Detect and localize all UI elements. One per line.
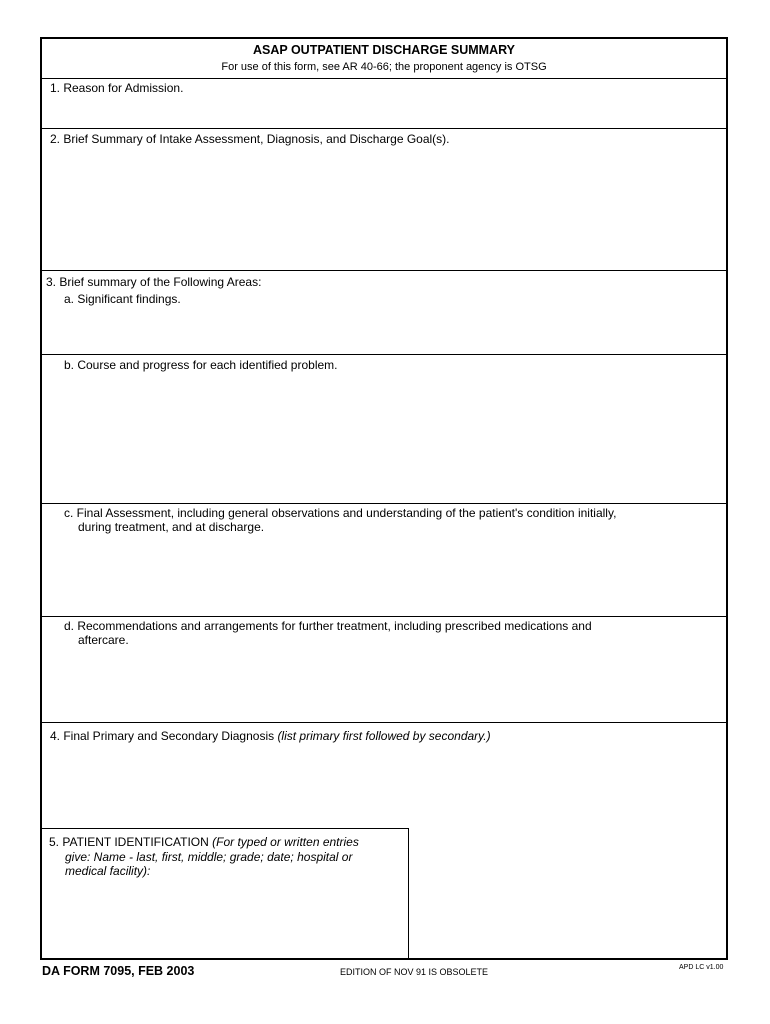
divider-header: [42, 78, 726, 79]
divider-section-3c: [42, 616, 726, 617]
section-4-italic-text: (list primary first followed by secondary.): [277, 729, 491, 743]
edition-note: EDITION OF NOV 91 IS OBSOLETE: [340, 967, 489, 977]
section-3c-label-line1[interactable]: c. Final Assessment, including general observations and understanding of the patient's condition initially,: [64, 506, 617, 520]
section-3d-label-line1[interactable]: d. Recommendations and arrangements for further treatment, including prescribed medications and: [64, 619, 592, 633]
divider-section-3b: [42, 503, 726, 504]
section-5-italic-line2: give: Name - last, first, middle; grade; date; hospital or: [65, 850, 353, 864]
discharge-summary-form: [40, 37, 728, 960]
section-5-label: [49, 835, 359, 849]
form-subtitle: For use of this form, see AR 40-66; the proponent agency is OTSG: [221, 61, 547, 73]
section-3a-label[interactable]: a. Significant findings.: [64, 292, 181, 306]
form-title: ASAP OUTPATIENT DISCHARGE SUMMARY: [252, 43, 516, 57]
divider-section-1: [42, 128, 726, 129]
divider-section-2: [42, 270, 726, 271]
section-4-label[interactable]: [50, 729, 491, 743]
section-4-main-text: 4. Final Primary and Secondary Diagnosis: [50, 729, 278, 743]
section-5-italic-line1: (For typed or written entries: [212, 835, 359, 849]
section-5-main-text: 5. PATIENT IDENTIFICATION: [49, 835, 213, 849]
section-3-label: 3. Brief summary of the Following Areas:: [46, 275, 262, 289]
divider-section-3a: [42, 354, 726, 355]
patient-identification-box[interactable]: [42, 828, 409, 960]
section-3b-label[interactable]: b. Course and progress for each identified problem.: [64, 358, 338, 372]
form-identifier: DA FORM 7095, FEB 2003: [42, 964, 195, 978]
section-3d-label-line2: aftercare.: [78, 633, 129, 647]
section-5-italic-line3: medical facility):: [65, 864, 151, 878]
section-3c-label-line2: during treatment, and at discharge.: [78, 520, 265, 534]
section-1-label: 1. Reason for Admission.: [50, 81, 184, 95]
section-2-label[interactable]: 2. Brief Summary of Intake Assessment, Diagnosis, and Discharge Goal(s).: [50, 132, 450, 146]
divider-section-3d: [42, 722, 726, 723]
version-note: APD LC v1.00: [679, 964, 724, 971]
